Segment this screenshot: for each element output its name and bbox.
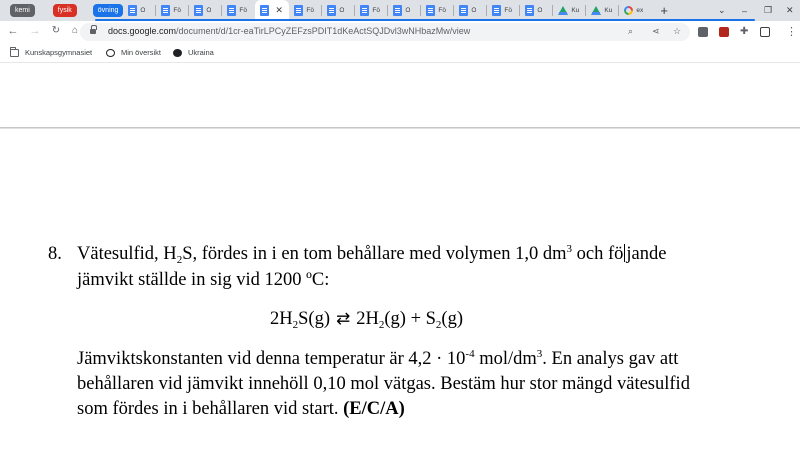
tab-group-fysik[interactable]: fysik [53,4,77,17]
bookmark-min-oversikt[interactable] [106,48,161,57]
browser-tab[interactable] [189,0,222,21]
browser-tab[interactable] [222,0,255,21]
equilibrium-arrow-icon: ⇄ [336,309,351,329]
browser-tab[interactable] [421,0,454,21]
address-bar[interactable] [80,23,690,41]
docs-icon [525,5,534,16]
browser-tab[interactable] [388,0,421,21]
browser-toolbar [0,21,800,43]
docs-icon [194,5,203,16]
bookmark-label: Min översikt [121,48,162,57]
home-icon[interactable]: ⌂ [71,25,79,36]
tab-title: Ku [604,7,613,14]
ublock-icon[interactable] [719,27,729,37]
browser-tab[interactable] [619,0,652,21]
grade-level-label: (E/C/A) [343,399,405,419]
question-line-1: Vätesulfid, $H_2S$, fördes in i en tom behållare med volymen 1,0 $dm^3$ och fö jande [77,243,667,266]
minimize-icon[interactable]: – [742,5,748,16]
tab-title: ex [636,7,644,14]
docs-icon [161,5,170,16]
folder-icon [10,49,19,57]
tab-title: Ö [405,7,411,14]
bookmark-star-icon[interactable]: ☆ [673,26,682,36]
browser-tab[interactable] [586,0,619,21]
docs-icon [492,5,501,16]
browser-tab[interactable] [487,0,520,21]
browser-tab[interactable] [553,0,586,21]
bookmarks-bar [0,43,800,63]
restore-icon[interactable]: ❐ [764,5,773,15]
page-break [0,127,800,129]
tab-title: Ö [339,7,345,14]
url-text[interactable]: docs.google.com/document/d/1cr-eaTirLPCyZEFzsPDIT1dKeActSQJDvl3wNHbazMw/view [108,26,471,36]
tab-title: Fö [239,7,248,14]
docs-icon [227,5,236,16]
puzzle-icon[interactable]: ✚ [740,26,749,37]
tab-group-ovning[interactable]: övning [93,4,124,17]
docs-icon [426,5,435,16]
tab-group-kemi[interactable]: kemi [10,4,35,17]
docs-icon [128,5,137,16]
docs-icon [459,5,468,16]
tab-title: Ö [140,7,146,14]
question-line-3: Jämviktskonstanten vid denna temperatur är $4,2 \cdot 10^{-4}$ mol/$dm^3$. En analys gav att [77,348,679,369]
tab-title: Fö [438,7,447,14]
question-line-4: behållaren vid jämvikt innehöll 0,10 mol vätgas. Bestäm hur stor mängd vätesulfid [77,374,690,394]
browser-tab[interactable] [123,0,156,21]
extension-icon[interactable] [698,27,708,37]
bookmark-label: Kunskapsgymnasiet [25,48,93,57]
browser-tab[interactable] [289,0,322,21]
side-panel-icon[interactable] [760,27,770,37]
equilibrium-equation: $2H_2S(g)$ ⇄ $2H_2(g) + S_2(g)$ [270,309,463,331]
bookmark-kunskapsgymnasiet[interactable] [10,48,92,57]
bookmark-label: Ukraina [188,48,214,57]
browser-tab[interactable] [322,0,355,21]
tab-search-icon[interactable]: ⌄ [718,5,726,15]
lock-icon[interactable] [90,28,96,34]
tab-title: Ö [206,7,212,14]
question-line-2: jämvikt ställde in sig vid 1200 ºC: [77,270,330,290]
docs-icon [360,5,369,16]
forward-arrow-icon[interactable]: → [29,25,41,37]
globe-icon [173,49,182,57]
question-number: 8. [48,244,62,264]
menu-kebab-icon[interactable]: ⋮ [786,26,797,38]
browser-tab-active[interactable] [255,0,289,21]
browser-tab[interactable] [156,0,189,21]
zoom-icon[interactable]: ⌕ [628,26,634,36]
drive-icon [558,6,568,15]
question-line-5: som fördes in i behållaren vid start. (E/C/A) [77,399,405,419]
new-tab-button[interactable]: + [660,3,669,18]
browser-tab[interactable] [454,0,487,21]
share-icon[interactable]: ⋖ [652,26,660,36]
browser-tab[interactable] [520,0,553,21]
docs-icon [393,5,402,16]
bookmark-ukraina[interactable] [173,48,214,57]
tab-title: Ö [471,7,477,14]
docs-icon [327,5,336,16]
browser-tab[interactable] [355,0,388,21]
docs-icon [294,5,303,16]
overview-icon [106,49,115,57]
google-icon [624,6,633,15]
drive-icon [591,6,601,15]
close-tab-icon[interactable]: ✕ [275,5,283,15]
reload-icon[interactable]: ↻ [51,25,61,36]
back-arrow-icon[interactable]: ← [7,25,19,37]
tab-title: Fö [504,7,513,14]
tab-title: Ku [571,7,580,14]
docs-icon [260,5,269,16]
document-canvas[interactable] [0,64,800,450]
tab-strip [0,0,800,21]
tab-title: Ö [537,7,543,14]
tab-title: Fö [173,7,182,14]
tab-title: Fö [372,7,381,14]
close-window-icon[interactable]: ✕ [786,5,794,15]
tab-title: Fö [306,7,315,14]
